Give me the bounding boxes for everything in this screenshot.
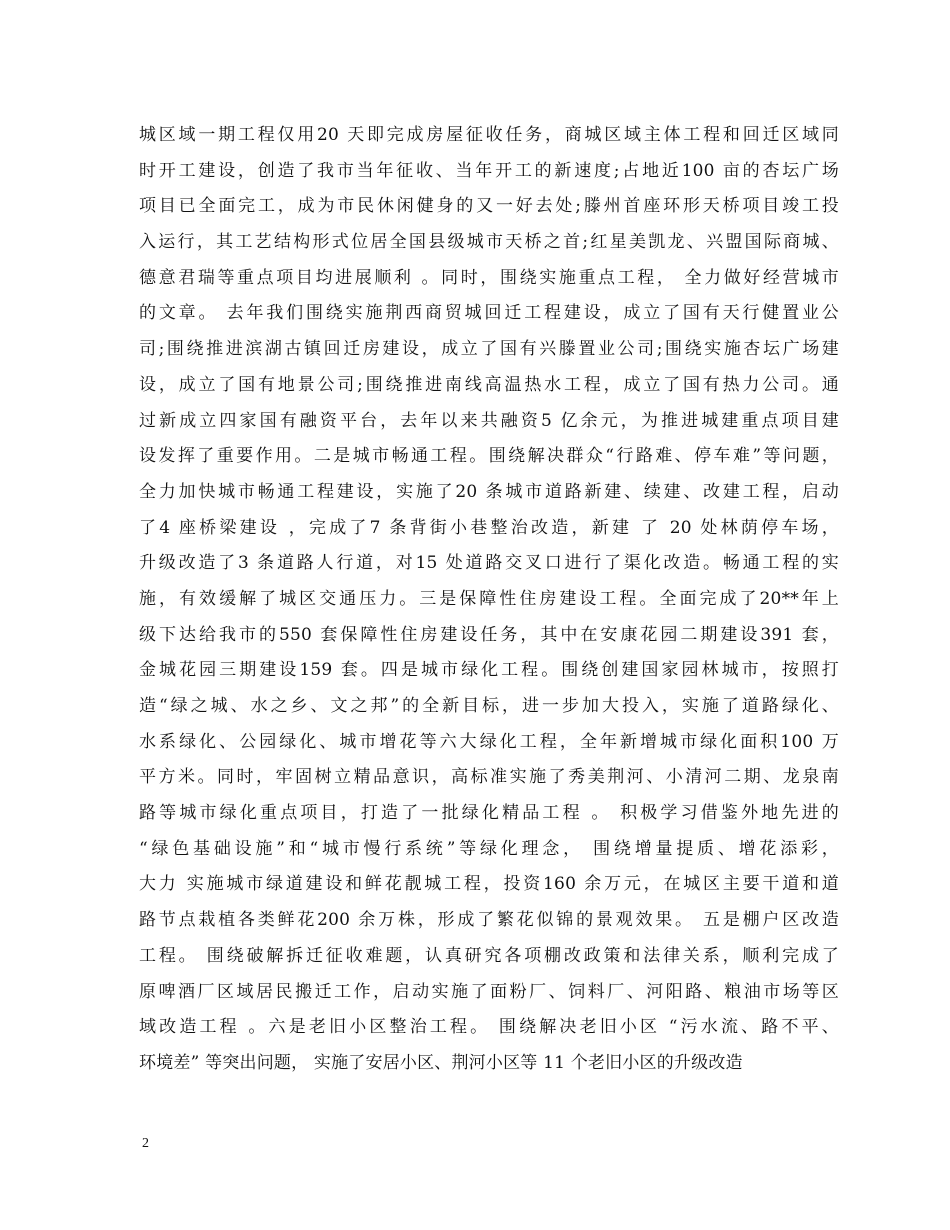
- text-line: 原啤酒厂区域居民搬迁工作，启动实施了面粉厂、饲料厂、河阳路、粮油市场等区: [139, 981, 839, 1002]
- text-line: 金城花园三期建设159 套。四是城市绿化工程。围绕创建国家园林城市，按照打: [139, 660, 839, 681]
- text-line: 大力 实施城市绿道建设和鲜花靓城工程，投资160 余万元，在城区主要干道和道: [139, 874, 839, 895]
- body-text: [139, 118, 839, 1082]
- page-number: 2: [142, 1136, 149, 1151]
- text-line: 全力加快城市畅通工程建设，实施了20 条城市道路新建、续建、改建工程，启动: [139, 481, 839, 502]
- text-line: 水系绿化、公园绿化、城市增花等六大绿化工程，全年新增城市绿化面积100 万: [139, 731, 839, 752]
- text-line: 级下达给我市的550 套保障性住房建设任务，其中在安康花园二期建设391 套，: [139, 624, 839, 645]
- text-line: 设，成立了国有地景公司;围绕推进南线高温热水工程，成立了国有热力公司。通: [139, 374, 839, 395]
- text-line: 设发挥了重要作用。二是城市畅通工程。围绕解决群众“行路难、停车难”等问题，: [139, 446, 839, 467]
- text-line: 环境差” 等突出问题， 实施了安居小区、荆河小区等 11 个老旧小区的升级改造: [139, 1052, 743, 1073]
- text-line: 造“绿之城、水之乡、文之邦”的全新目标，进一步加大投入，实施了道路绿化、: [139, 696, 839, 716]
- text-line: 的文章。 去年我们围绕实施荆西商贸城回迁工程建设，成立了国有天行健置业公: [139, 303, 839, 324]
- text-line: 升级改造了3 条道路人行道，对15 处道路交叉口进行了渠化改造。畅通工程的实: [139, 553, 839, 574]
- text-line: 过新成立四家国有融资平台，去年以来共融资5 亿余元，为推进城建重点项目建: [139, 410, 839, 431]
- text-line: 路节点栽植各类鲜花200 余万株，形成了繁花似锦的景观效果。 五是棚户区改造: [139, 910, 839, 931]
- text-line: “绿色基础设施”和“城市慢行系统”等绿化理念， 围绕增量提质、增花添彩，: [139, 838, 839, 859]
- text-line: 德意君瑞等重点项目均进展顺利 。同时，围绕实施重点工程， 全力做好经营城市: [139, 267, 839, 288]
- text-line: 城区域一期工程仅用20 天即完成房屋征收任务，商城区域主体工程和回迁区域同: [139, 125, 839, 145]
- text-line: 路等城市绿化重点项目，打造了一批绿化精品工程 。 积极学习借鉴外地先进的: [139, 803, 839, 824]
- text-line: 时开工建设，创造了我市当年征收、当年开工的新速度;占地近100 亩的杏坛广场: [139, 160, 839, 181]
- text-line: 了4 座桥梁建设 ，完成了7 条背街小巷整治改造，新建 了 20 处林荫停车场，: [139, 517, 839, 538]
- text-line: 施，有效缓解了城区交通压力。三是保障性住房建设工程。全面完成了20**年上: [139, 588, 839, 609]
- text-line: 域改造工程 。六是老旧小区整治工程。 围绕解决老旧小区 “污水流、路不平、: [139, 1017, 839, 1038]
- text-line: 司;围绕推进滨湖古镇回迁房建设，成立了国有兴滕置业公司;围绕实施杏坛广场建: [139, 339, 839, 360]
- text-line: 平方米。同时，牢固树立精品意识，高标准实施了秀美荆河、小清河二期、龙泉南: [139, 767, 839, 788]
- text-line: 工程。 围绕破解拆迁征收难题，认真研究各项棚改政策和法律关系，顺利完成了: [139, 945, 839, 966]
- text-line: 入运行，其工艺结构形式位居全国县级城市天桥之首;红星美凯龙、兴盟国际商城、: [139, 232, 839, 253]
- text-line: 项目已全面完工，成为市民休闲健身的又一好去处;滕州首座环形天桥项目竣工投: [139, 196, 839, 217]
